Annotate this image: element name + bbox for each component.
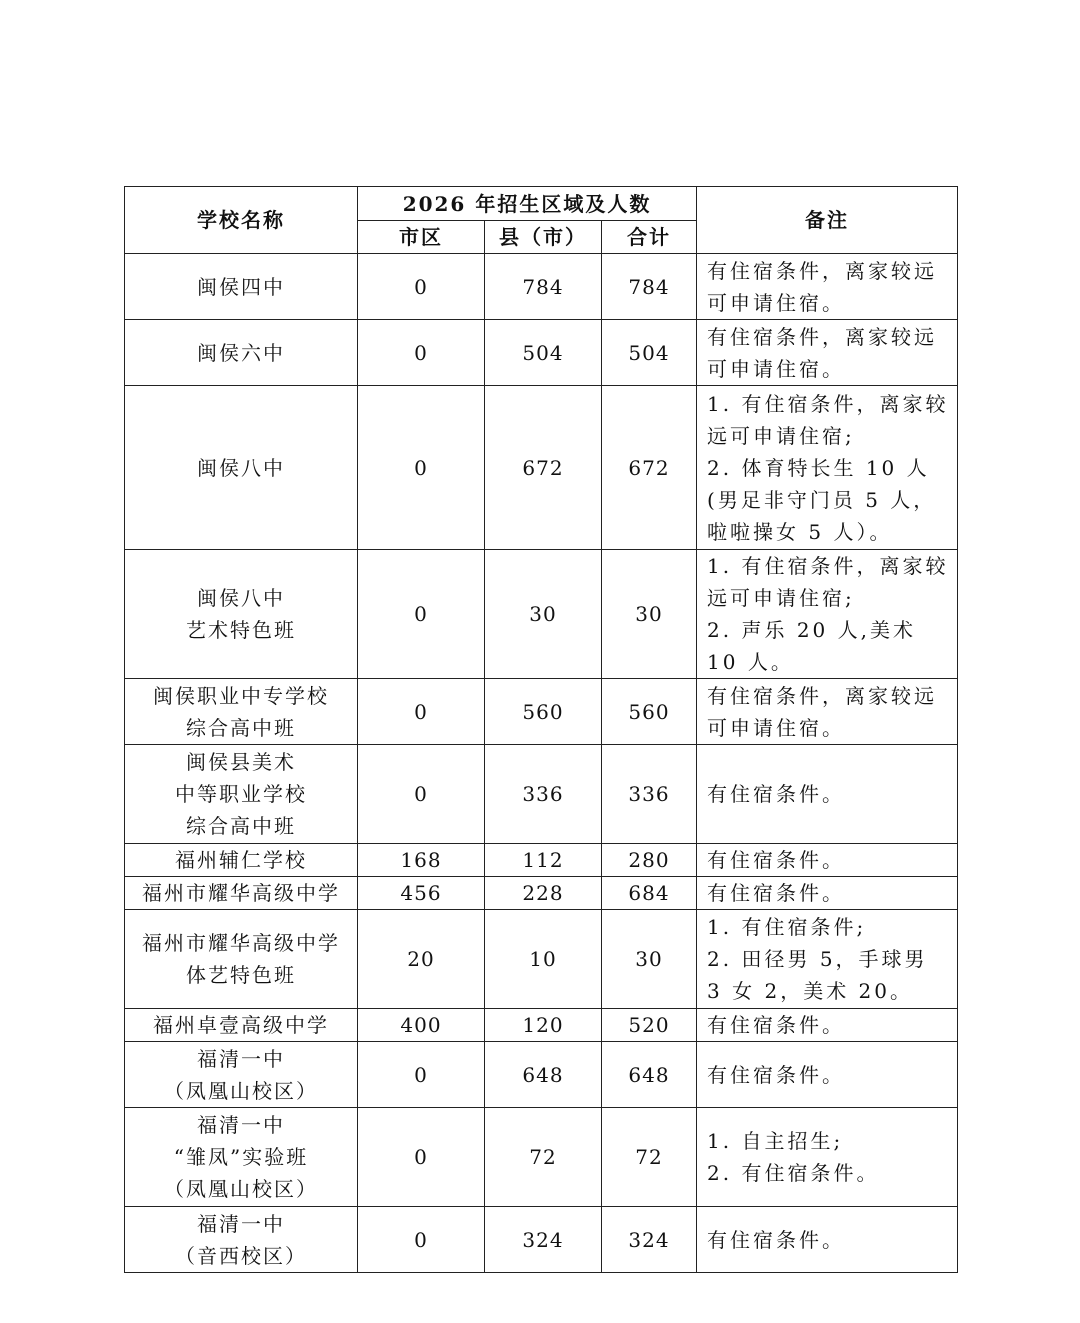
- school-name-cell: [125, 877, 358, 910]
- table-row: [125, 844, 958, 877]
- school-name-cell: [125, 679, 358, 745]
- remarks-cell: [697, 1207, 958, 1273]
- table-row: [125, 1207, 958, 1273]
- county-count-cell: 672: [485, 386, 602, 550]
- city-count-cell: 0: [358, 1108, 485, 1207]
- school-name-line: 福州卓壹高级中学: [153, 1013, 329, 1037]
- school-name-line: 闽侯职业中专学校: [153, 683, 329, 708]
- table-row: [125, 910, 958, 1009]
- total-count-cell: 72: [602, 1108, 697, 1207]
- remarks-line: 有住宿条件。: [707, 881, 846, 905]
- county-count-cell: 10: [485, 910, 602, 1009]
- remarks-line: 有住宿条件，离家较远可申请住宿。: [707, 683, 938, 740]
- remarks-cell: [697, 1042, 958, 1108]
- remarks-cell: [697, 386, 958, 550]
- header-remarks: 备注: [697, 187, 958, 254]
- remarks-line: 有住宿条件。: [707, 848, 846, 872]
- remarks-line: 2. 体育特长生 10 人(男足非守门员 5 人，啦啦操女 5 人）。: [707, 455, 937, 544]
- table-row: [125, 745, 958, 844]
- county-count-cell: 324: [485, 1207, 602, 1273]
- remarks-cell: [697, 910, 958, 1009]
- school-name-line: （凤凰山校区）: [164, 1177, 318, 1201]
- school-name-cell: [125, 1108, 358, 1207]
- total-count-cell: 324: [602, 1207, 697, 1273]
- county-count-cell: 784: [485, 254, 602, 320]
- county-count-cell: 112: [485, 844, 602, 877]
- city-count-cell: 0: [358, 745, 485, 844]
- remarks-line: 有住宿条件。: [707, 782, 846, 806]
- remarks-line: 有住宿条件。: [707, 1227, 846, 1252]
- remarks-line: 有住宿条件，离家较远可申请住宿。: [707, 324, 938, 381]
- school-name-line: 闽侯县美术: [186, 750, 296, 774]
- county-count-cell: 72: [485, 1108, 602, 1207]
- city-count-cell: 0: [358, 550, 485, 679]
- school-name-cell: [125, 386, 358, 550]
- county-count-cell: 30: [485, 550, 602, 679]
- city-count-cell: 168: [358, 844, 485, 877]
- school-name-line: 中等职业学校: [175, 782, 307, 806]
- city-count-cell: 0: [358, 1042, 485, 1108]
- county-count-cell: 504: [485, 320, 602, 386]
- remarks-line: 2. 声乐 20 人,美术 10 人。: [707, 618, 916, 674]
- city-count-cell: 20: [358, 910, 485, 1009]
- remarks-cell: [697, 745, 958, 844]
- remarks-line: 有住宿条件。: [707, 1013, 846, 1037]
- table-row: [125, 550, 958, 679]
- header-total: 合计: [602, 221, 697, 254]
- school-name-cell: [125, 1042, 358, 1108]
- school-name-line: 福清一中: [197, 1211, 285, 1236]
- remarks-line: 2. 有住宿条件。: [707, 1161, 880, 1185]
- school-name-line: 福州市耀华高级中学: [142, 881, 340, 905]
- school-name-cell: [125, 320, 358, 386]
- total-count-cell: 784: [602, 254, 697, 320]
- school-name-line: （凤凰山校区）: [164, 1078, 318, 1103]
- remarks-cell: [697, 550, 958, 679]
- remarks-line: 有住宿条件，离家较远可申请住宿。: [707, 258, 938, 315]
- school-name-line: 艺术特色班: [186, 618, 296, 642]
- county-count-cell: 560: [485, 679, 602, 745]
- school-name-line: 闽侯八中: [197, 586, 285, 610]
- school-name-line: 福州市耀华高级中学: [142, 931, 340, 955]
- remarks-line: 1. 有住宿条件，离家较远可申请住宿;: [707, 554, 949, 610]
- school-name-line: 福州辅仁学校: [175, 848, 307, 872]
- county-count-cell: 228: [485, 877, 602, 910]
- school-name-line: 闽侯六中: [197, 340, 285, 365]
- school-name-cell: [125, 844, 358, 877]
- remarks-line: 1. 有住宿条件;: [707, 915, 867, 939]
- header-county: 县（市）: [485, 221, 602, 254]
- header-school-name: 学校名称: [125, 187, 358, 254]
- total-count-cell: 560: [602, 679, 697, 745]
- school-name-cell: [125, 1009, 358, 1042]
- table-row: [125, 386, 958, 550]
- total-count-cell: 30: [602, 910, 697, 1009]
- city-count-cell: 0: [358, 386, 485, 550]
- table-row: [125, 1108, 958, 1207]
- table-row: [125, 877, 958, 910]
- county-count-cell: 648: [485, 1042, 602, 1108]
- table-row: [125, 320, 958, 386]
- remarks-line: 有住宿条件。: [707, 1062, 846, 1087]
- city-count-cell: 400: [358, 1009, 485, 1042]
- remarks-line: 1. 自主招生;: [707, 1129, 844, 1153]
- school-name-line: 福清一中: [197, 1046, 285, 1071]
- total-count-cell: 648: [602, 1042, 697, 1108]
- city-count-cell: 0: [358, 320, 485, 386]
- school-name-line: （音西校区）: [175, 1243, 307, 1268]
- county-count-cell: 120: [485, 1009, 602, 1042]
- total-count-cell: 30: [602, 550, 697, 679]
- table-row: [125, 1042, 958, 1108]
- school-name-cell: [125, 254, 358, 320]
- school-name-line: 福清一中: [197, 1113, 285, 1137]
- county-count-cell: 336: [485, 745, 602, 844]
- total-count-cell: 336: [602, 745, 697, 844]
- school-name-line: “雏凤”实验班: [173, 1145, 309, 1169]
- school-name-line: 闽侯八中: [197, 455, 285, 480]
- remarks-cell: [697, 679, 958, 745]
- table-row: [125, 254, 958, 320]
- header-region-group: 2026 年招生区域及人数: [358, 187, 697, 221]
- remarks-line: 1. 有住宿条件，离家较远可申请住宿;: [707, 391, 949, 448]
- school-name-cell: [125, 1207, 358, 1273]
- header-city: 市区: [358, 221, 485, 254]
- city-count-cell: 0: [358, 1207, 485, 1273]
- remarks-cell: [697, 877, 958, 910]
- school-name-cell: [125, 550, 358, 679]
- total-count-cell: 504: [602, 320, 697, 386]
- city-count-cell: 0: [358, 679, 485, 745]
- table-row: [125, 679, 958, 745]
- total-count-cell: 520: [602, 1009, 697, 1042]
- school-name-line: 体艺特色班: [186, 963, 296, 987]
- admissions-table: [124, 186, 958, 1273]
- school-name-line: 综合高中班: [186, 715, 296, 740]
- remarks-cell: [697, 1108, 958, 1207]
- total-count-cell: 684: [602, 877, 697, 910]
- remarks-cell: [697, 844, 958, 877]
- table-row: [125, 1009, 958, 1042]
- school-name-cell: [125, 910, 358, 1009]
- remarks-cell: [697, 320, 958, 386]
- school-name-cell: [125, 745, 358, 844]
- table-body: [125, 254, 958, 1273]
- remarks-cell: [697, 254, 958, 320]
- total-count-cell: 280: [602, 844, 697, 877]
- remarks-line: 2. 田径男 5，手球男 3 女 2，美术 20。: [707, 947, 928, 1003]
- total-count-cell: 672: [602, 386, 697, 550]
- table-header: [125, 187, 958, 254]
- school-name-line: 综合高中班: [186, 814, 296, 838]
- remarks-cell: [697, 1009, 958, 1042]
- city-count-cell: 0: [358, 254, 485, 320]
- school-name-line: 闽侯四中: [197, 274, 285, 299]
- city-count-cell: 456: [358, 877, 485, 910]
